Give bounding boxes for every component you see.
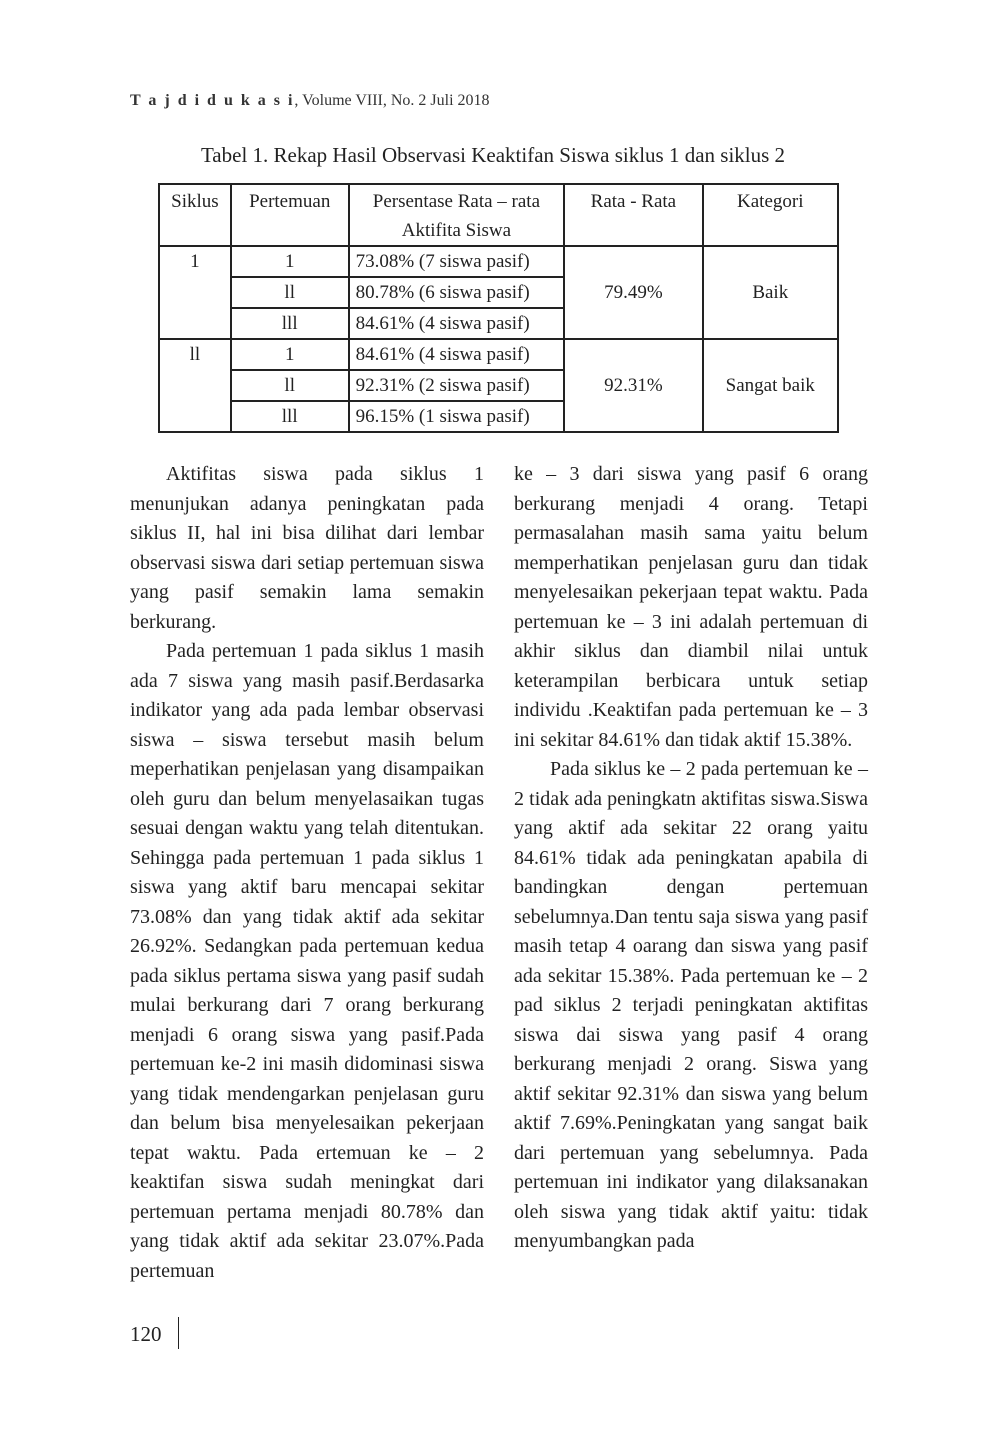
persentase-cell: 80.78% (6 siswa pasif) xyxy=(349,277,565,308)
siklus-cell: 1 xyxy=(159,246,231,339)
persentase-cell: 96.15% (1 siswa pasif) xyxy=(349,401,565,432)
journal-issue: , Volume VIII, No. 2 Juli 2018 xyxy=(294,92,490,109)
table-row xyxy=(159,339,838,370)
table-row xyxy=(159,246,838,277)
pertemuan-cell: ll xyxy=(231,370,349,401)
table-caption: Tabel 1. Rekap Hasil Observasi Keaktifan Siswa siklus 1 dan siklus 2 xyxy=(200,143,786,167)
pertemuan-cell: 1 xyxy=(231,246,349,277)
paragraph: Pada pertemuan 1 pada siklus 1 masih ada 7 siswa yang masih pasif.Berdasarka indikator yang ada pada lembar observasi siswa – siswa tersebut masih belum meperhatikan penjelasan yang disampaikan oleh guru dan belum menyelasaikan tugas sesuai dengan waktu yang telah ditentukan. Sehingga pada pertemuan 1 pada siklus 1 siswa yang aktif baru mencapai sekitar 73.08% dan yang tidak aktif ada sekitar 26.92%. Sedangkan pada pertemuan kedua pada siklus pertama siswa yang pasif sudah mulai berkurang dari 7 orang berkurang menjadi 6 orang siswa yang pasif.Pada pertemuan ke-2 ini masih didominasi siswa yang tidak mendengarkan penjelasan guru dan belum bisa menyelesaikan pekerjaan tepat waktu. Pada ertemuan ke – 2 keaktifan siswa sudah meningkat dari pertemuan pertama menjadi 80.78% dan yang tidak aktif ada sekitar 23.07%.Pada pertemuan xyxy=(130,640,484,1282)
page-number-divider xyxy=(178,1317,179,1349)
persentase-cell: 92.31% (2 siswa pasif) xyxy=(349,370,565,401)
paragraph: Aktifitas siswa pada siklus 1 menunjukan adanya peningkatan pada siklus II, hal ini bisa dilihat dari lembar observasi siswa dari setiap pertemuan siswa yang pasif semakin lama semakin berkurang. xyxy=(130,463,484,633)
header-kategori: Kategori xyxy=(703,184,838,246)
pertemuan-cell: lll xyxy=(231,401,349,432)
header-persentase: Persentase Rata – rata Aktifita Siswa xyxy=(349,184,565,246)
table-header-row xyxy=(159,184,838,246)
header-pertemuan: Pertemuan xyxy=(231,184,349,246)
observation-table xyxy=(158,183,839,433)
right-column xyxy=(514,460,868,1257)
left-column xyxy=(130,460,484,1286)
pertemuan-cell: lll xyxy=(231,308,349,339)
paragraph: Pada siklus ke – 2 pada pertemuan ke – 2 tidak ada peningkatn aktifitas siswa.Siswa yang aktif ada sekitar 22 orang yaitu 84.61% tidak ada peningkatan apabila di bandingkan dengan pertemuan sebelumnya.Dan tentu saja siswa yang pasif masih tetap 4 oarang dan siswa yang pasif ada sekitar 15.38%. Pada pertemuan ke – 2 pad siklus 2 terjadi peningkatan aktifitas siswa dai siswa yang pasif 4 orang berkurang menjadi 2 orang. Siswa yang aktif sekitar 92.31% dan siswa yang belum aktif 7.69%.Peningkatan yang sangat baik dari pertemuan yang sebelumnya. Pada pertemuan ini indikator yang dilaksanakan oleh siswa yang tidak aktif yaitu: tidak menyumbangkan pada xyxy=(514,758,868,1252)
page-number: 120 xyxy=(130,1322,162,1346)
running-head xyxy=(130,92,490,110)
persentase-cell: 84.61% (4 siswa pasif) xyxy=(349,339,565,370)
journal-name: T a j d i d u k a s i xyxy=(130,92,295,109)
header-siklus: Siklus xyxy=(159,184,231,246)
persentase-cell: 73.08% (7 siswa pasif) xyxy=(349,246,565,277)
kategori-cell: Baik xyxy=(703,246,838,339)
rata-rata-cell: 92.31% xyxy=(564,339,702,432)
pertemuan-cell: ll xyxy=(231,277,349,308)
siklus-cell: ll xyxy=(159,339,231,432)
paragraph: ke – 3 dari siswa yang pasif 6 orang berkurang menjadi 4 orang. Tetapi permasalahan masih sama yaitu belum memperhatikan penjelasan guru dan tidak menyelesaikan pekerjaan tepat waktu. Pada pertemuan ke – 3 ini adalah pertemuan di akhir siklus dan diambil nilai untuk keterampilan berbicara untuk setiap individu .Keaktifan pada pertemuan ke – 3 ini sekitar 84.61% dan tidak aktif 15.38%. xyxy=(514,463,868,751)
rata-rata-cell: 79.49% xyxy=(564,246,702,339)
pertemuan-cell: 1 xyxy=(231,339,349,370)
kategori-cell: Sangat baik xyxy=(703,339,838,432)
persentase-cell: 84.61% (4 siswa pasif) xyxy=(349,308,565,339)
header-rata-rata: Rata - Rata xyxy=(564,184,702,246)
